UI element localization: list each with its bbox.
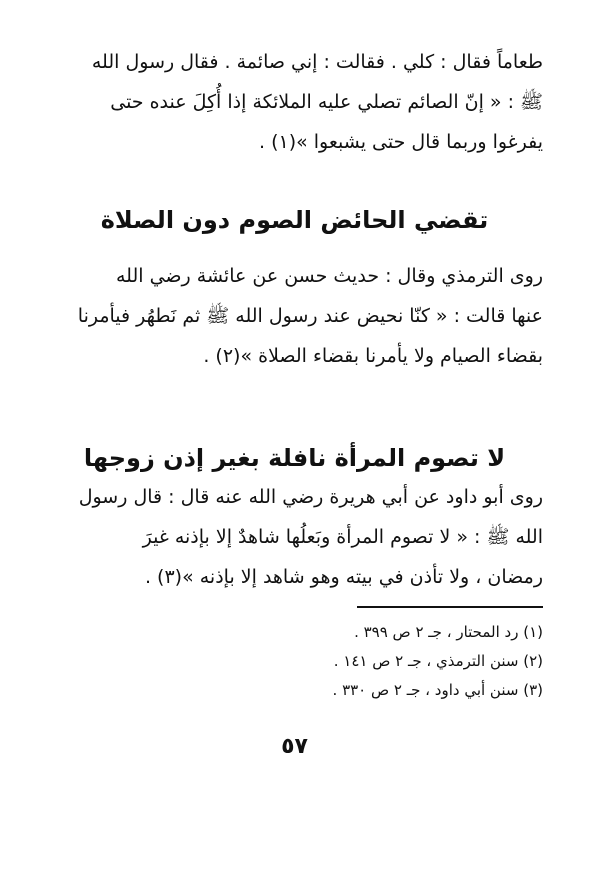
paragraph-fasting-guest xyxy=(44,42,543,162)
paragraph-aisha-hadith xyxy=(44,256,543,376)
paragraph-line: عنها قالت : « كنّا نحيض عند رسول الله ﷺ ثم نَطهُر فيأمرنا xyxy=(77,305,543,327)
footnote-item: (١) رد المحتار ، جـ ٢ ص ٣٩٩ . xyxy=(354,623,543,641)
footnote-item: (٣) سنن أبي داود ، جـ ٢ ص ٣٣٠ . xyxy=(332,681,543,699)
footnote-separator xyxy=(357,606,543,608)
section-heading-menstruating-makeup: تقضي الحائض الصوم دون الصلاة xyxy=(100,206,489,234)
paragraph-line: يفرغوا وربما قال حتى يشبعوا »(١) . xyxy=(258,131,543,153)
paragraph-abu-hurayra-hadith xyxy=(44,477,543,597)
paragraph-line: طعاماً فقال : كلي . فقالت : إني صائمة . فقال رسول الله xyxy=(91,51,543,73)
paragraph-line: روى أبو داود عن أبي هريرة رضي الله عنه قال : قال رسول xyxy=(78,486,543,508)
paragraph-line: روى الترمذي وقال : حديث حسن عن عائشة رضي الله xyxy=(116,265,543,287)
footnote-item: (٢) سنن الترمذي ، جـ ٢ ص ١٤١ . xyxy=(333,652,543,670)
page-number: ٥٧ xyxy=(281,734,308,759)
paragraph-line: رمضان ، ولا تأذن في بيته وهو شاهد إلا بإذنه »(٣) . xyxy=(144,566,543,588)
section-heading-voluntary-fast-permission: لا تصوم المرأة نافلة بغير إذن زوجها xyxy=(83,444,506,472)
footnotes xyxy=(333,618,543,705)
paragraph-line: الله ﷺ : « لا تصوم المرأة وبَعلُها شاهدٌ إلا بإذنه غيرَ xyxy=(142,526,543,548)
paragraph-line: ﷺ : « إنّ الصائم تصلي عليه الملائكة إذا أُكِلَ عنده حتى xyxy=(110,91,543,113)
paragraph-line: بقضاء الصيام ولا يأمرنا بقضاء الصلاة »(٢) . xyxy=(203,345,543,367)
